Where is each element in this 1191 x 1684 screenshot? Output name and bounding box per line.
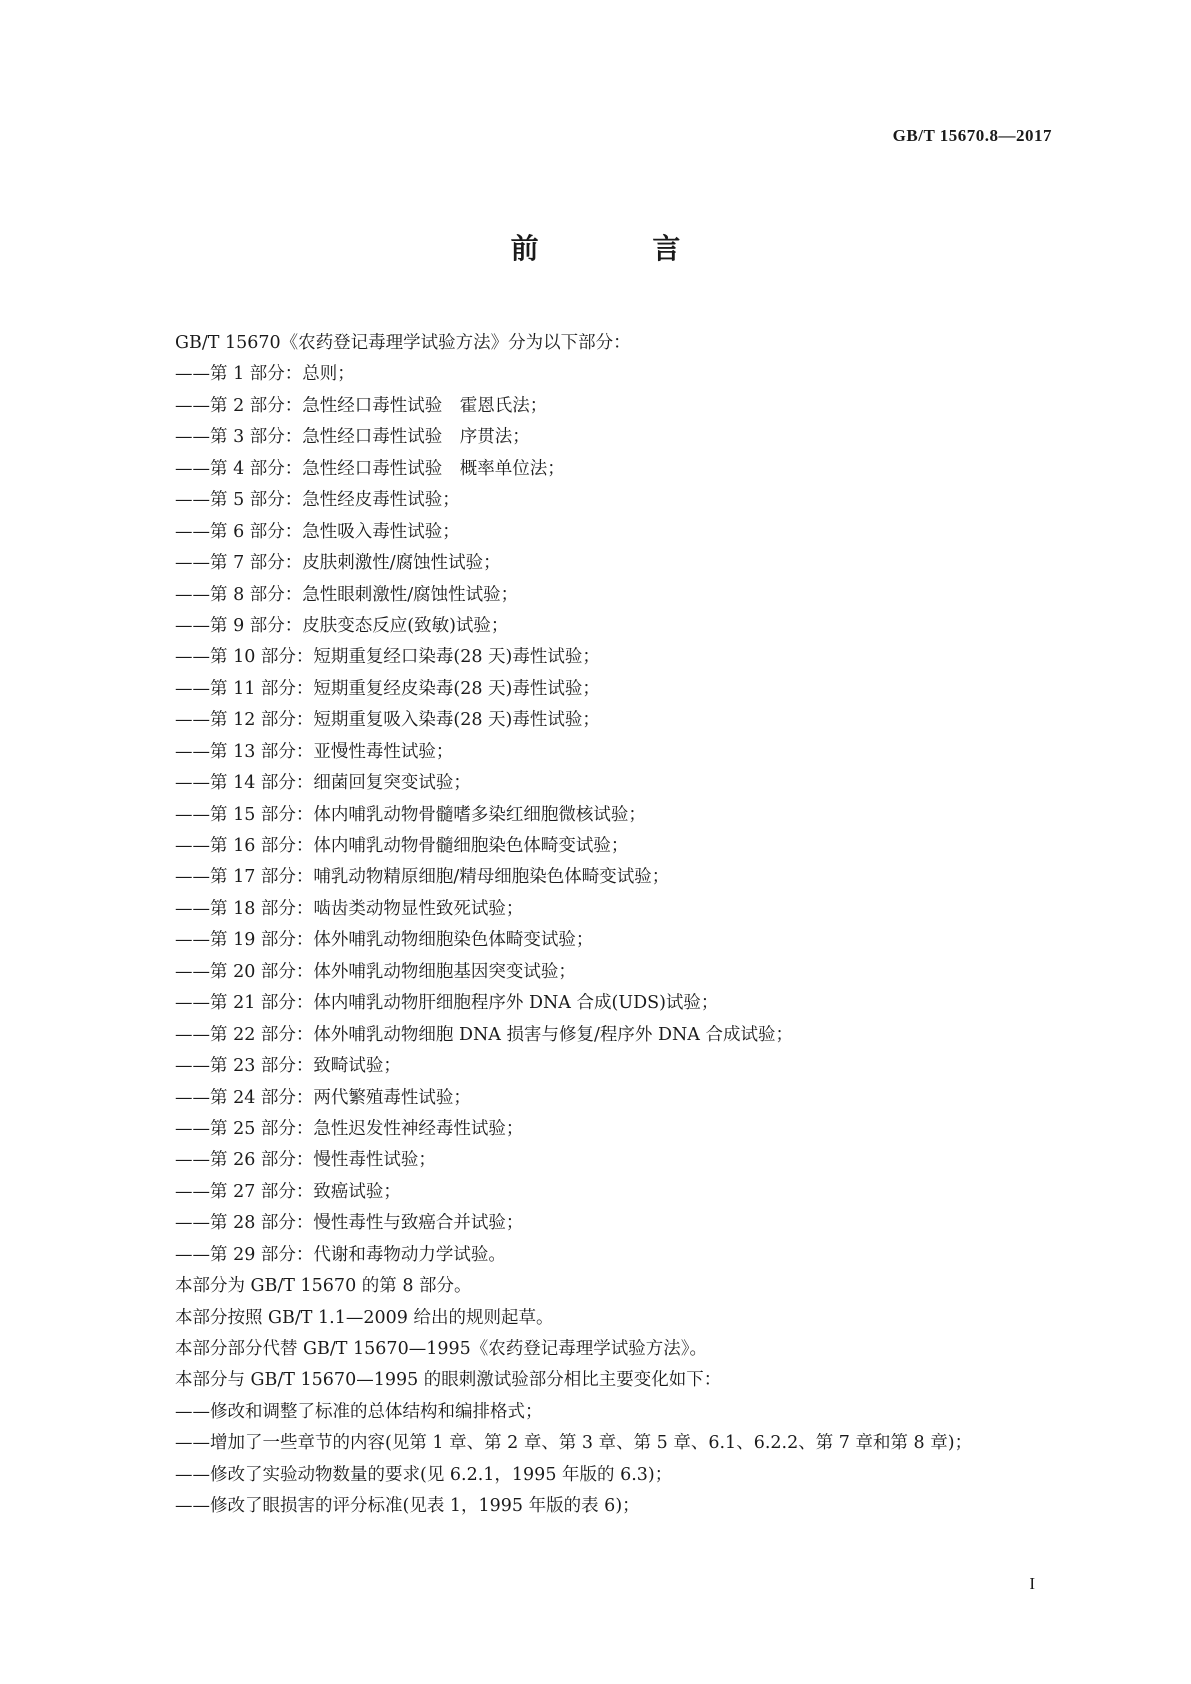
list-item: ——增加了一些章节的内容(见第 1 章、第 2 章、第 3 章、第 5 章、6.1、6.2.2、第 7 章和第 8 章)； [175, 1433, 973, 1454]
list-item: ——修改了眼损害的评分标准(见表 1，1995 年版的表 6)； [175, 1496, 640, 1517]
paragraph: 本部分按照 GB/T 1.1—2009 给出的规则起草。 [175, 1307, 554, 1328]
list-item: ——修改了实验动物数量的要求(见 6.2.1，1995 年版的 6.3)； [175, 1464, 673, 1485]
list-item: ——第 18 部分：啮齿类动物显性致死试验； [175, 898, 524, 919]
list-item: ——第 21 部分：体内哺乳动物肝细胞程序外 DNA 合成(UDS)试验； [175, 993, 719, 1014]
list-item: ——第 25 部分：急性迟发性神经毒性试验； [175, 1118, 524, 1139]
list-item: ——第 22 部分：体外哺乳动物细胞 DNA 损害与修复/程序外 DNA 合成试验； [175, 1024, 794, 1045]
list-item: ——第 14 部分：细菌回复突变试验； [175, 773, 471, 794]
list-item: ——第 29 部分：代谢和毒物动力学试验。 [175, 1244, 506, 1265]
list-item: ——第 23 部分：致畸试验； [175, 1056, 401, 1077]
list-item: ——第 6 部分：急性吸入毒性试验； [175, 521, 460, 542]
list-item: ——第 8 部分：急性眼刺激性/腐蚀性试验； [175, 584, 519, 605]
list-item: ——第 16 部分：体内哺乳动物骨髓细胞染色体畸变试验； [175, 836, 629, 856]
list-item: ——第 10 部分：短期重复经口染毒(28 天)毒性试验； [175, 647, 600, 668]
list-item: ——第 11 部分：短期重复经皮染毒(28 天)毒性试验； [175, 678, 600, 699]
foreword-body [175, 328, 1055, 1523]
list-item: ——第 5 部分：急性经皮毒性试验； [175, 490, 460, 511]
paragraph: 本部分与 GB/T 15670—1995 的眼刺激试验部分相比主要变化如下： [175, 1370, 722, 1391]
list-item: ——第 28 部分：慢性毒性与致癌合并试验； [175, 1213, 524, 1234]
list-item: ——第 24 部分：两代繁殖毒性试验； [175, 1087, 471, 1108]
list-item: ——第 26 部分：慢性毒性试验； [175, 1150, 436, 1171]
list-item: ——第 20 部分：体外哺乳动物细胞基因突变试验； [175, 961, 576, 982]
list-item: ——第 13 部分：亚慢性毒性试验； [175, 741, 454, 762]
list-item: ——第 9 部分：皮肤变态反应(致敏)试验； [175, 615, 509, 636]
list-item: ——第 4 部分：急性经口毒性试验 概率单位法； [175, 458, 565, 479]
list-item: ——第 19 部分：体外哺乳动物细胞染色体畸变试验； [175, 930, 594, 951]
paragraph: 本部分为 GB/T 15670 的第 8 部分。 [175, 1276, 472, 1297]
list-item: ——第 17 部分：哺乳动物精原细胞/精母细胞染色体畸变试验； [175, 867, 670, 888]
standard-number: GB/T 15670.8—2017 [892, 126, 1052, 145]
list-item: ——修改和调整了标准的总体结构和编排格式； [175, 1401, 543, 1422]
list-item: ——第 12 部分：短期重复吸入染毒(28 天)毒性试验； [175, 710, 600, 731]
list-item: ——第 3 部分：急性经口毒性试验 序贯法； [175, 427, 530, 448]
page-title: 前 言 [510, 232, 733, 265]
page-number: I [1029, 1574, 1035, 1593]
list-item: ——第 15 部分：体内哺乳动物骨髓嗜多染红细胞微核试验； [175, 804, 646, 825]
paragraph: 本部分部分代替 GB/T 15670—1995《农药登记毒理学试验方法》。 [175, 1339, 707, 1359]
list-item: ——第 27 部分：致癌试验； [175, 1181, 401, 1202]
list-item: ——第 2 部分：急性经口毒性试验 霍恩氏法； [175, 395, 548, 416]
paragraph: GB/T 15670《农药登记毒理学试验方法》分为以下部分： [175, 333, 631, 353]
list-item: ——第 7 部分：皮肤刺激性/腐蚀性试验； [175, 553, 501, 574]
list-item: ——第 1 部分：总则； [175, 364, 355, 385]
